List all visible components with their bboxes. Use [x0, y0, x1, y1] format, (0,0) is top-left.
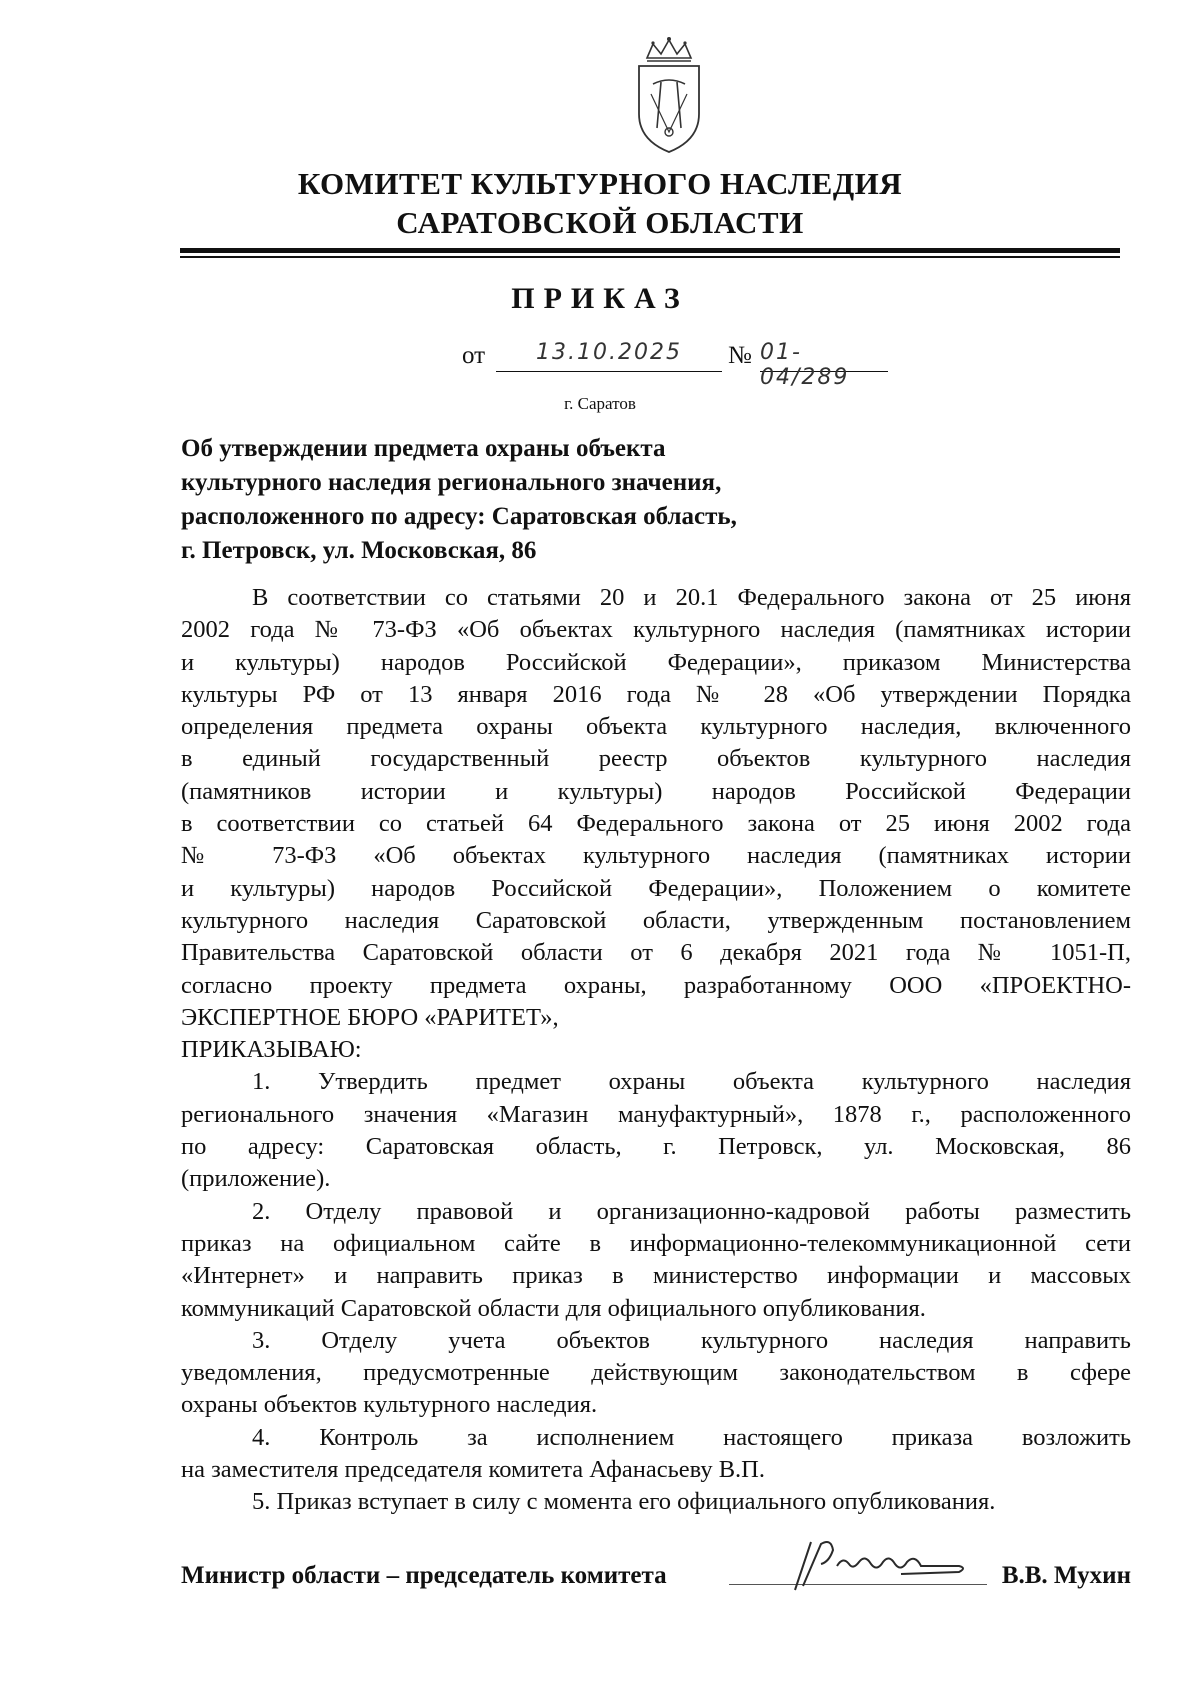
header-rule-thin [180, 256, 1120, 258]
subject-line: г. Петровск, ул. Московская, 86 [181, 537, 537, 564]
signatory-position: Министр области – председатель комитета [181, 1562, 667, 1589]
body-line: в единый государственный реестр объектов культурного наследия [181, 745, 1131, 773]
body-line: № 73-ФЗ «Об объектах культурного наследия (памятниках истории [181, 842, 1131, 870]
item-5-line: 5. Приказ вступает в силу с момента его официального опубликования. [252, 1488, 996, 1516]
number-value: 01-04/289 [760, 340, 888, 372]
saratov-coat-of-arms-icon [631, 36, 707, 156]
item-2-line: «Интернет» и направить приказ в министерство информации и массовых [181, 1262, 1131, 1290]
body-line: 2002 года № 73-ФЗ «Об объектах культурного наследия (памятниках истории [181, 616, 1131, 644]
body-line: культуры РФ от 13 января 2016 года № 28 «Об утверждении Порядка [181, 680, 1131, 708]
subject-line: Об утверждении предмета охраны объекта [181, 435, 666, 462]
subject-line: культурного наследия регионального значения, [181, 469, 722, 496]
body-line: Правительства Саратовской области от 6 декабря 2021 года № 1051-П, [181, 939, 1131, 967]
document-body [181, 582, 1131, 1519]
date-value: 13.10.2025 [496, 340, 722, 372]
org-name-line-1: КОМИТЕТ КУЛЬТУРНОГО НАСЛЕДИЯ [297, 166, 903, 201]
item-4-line: 4. Контроль за исполнением настоящего приказа возложить [252, 1423, 1131, 1451]
document-title: ПРИКАЗ [511, 282, 689, 315]
org-name-line-2: САРАТОВСКОЙ ОБЛАСТИ [396, 205, 804, 240]
item-4-line: на заместителя председателя комитета Афанасьеву В.П. [181, 1456, 766, 1484]
handwritten-signature [781, 1536, 971, 1592]
item-1-line: регионального значения «Магазин мануфактурный», 1878 г., расположенного [181, 1100, 1131, 1128]
item-1-line: 1. Утвердить предмет охраны объекта культурного наследия [252, 1068, 1131, 1096]
number-prefix: № [728, 342, 752, 369]
body-line: (памятников истории и культуры) народов Российской Федерации [181, 777, 1131, 805]
body-line: и культуры) народов Российской Федерации», Положением о комитете [181, 874, 1131, 902]
city: г. Саратов [564, 394, 636, 413]
body-line: культурного наследия Саратовской области, утвержденным постановлением [181, 906, 1131, 934]
header-rule-thick [180, 248, 1120, 253]
order-word: ПРИКАЗЫВАЮ: [181, 1036, 362, 1064]
body-line: В соответствии со статьями 20 и 20.1 Федерального закона от 25 июня [252, 584, 1131, 611]
item-2-line: приказ на официальном сайте в информационно-телекоммуникационной сети [181, 1229, 1131, 1257]
item-1-line: по адресу: Саратовская область, г. Петровск, ул. Московская, 86 [181, 1133, 1131, 1161]
item-2-line: коммуникаций Саратовской области для официального опубликования. [181, 1294, 926, 1322]
signatory-name: В.В. Мухин [1001, 1562, 1131, 1589]
document-subject [181, 432, 737, 568]
body-line: определения предмета охраны объекта культурного наследия, включенного [181, 713, 1131, 741]
item-3-line: 3. Отделу учета объектов культурного наследия направить [252, 1326, 1131, 1354]
date-prefix: от [462, 342, 486, 369]
body-line: в соответствии со статьей 64 Федерального закона от 25 июня 2002 года [181, 810, 1131, 838]
item-1-line: (приложение). [181, 1165, 331, 1193]
subject-line: расположенного по адресу: Саратовская область, [181, 503, 737, 530]
item-3-line: охраны объектов культурного наследия. [181, 1391, 598, 1419]
item-3-line: уведомления, предусмотренные действующим законодательством в сфере [181, 1359, 1131, 1387]
body-line: согласно проекту предмета охраны, разработанному ООО «ПРОЕКТНО- [181, 971, 1131, 999]
body-line: и культуры) народов Российской Федерации», приказом Министерства [181, 648, 1131, 676]
item-2-line: 2. Отделу правовой и организационно-кадровой работы разместить [252, 1197, 1131, 1225]
body-line: ЭКСПЕРТНОЕ БЮРО «РАРИТЕТ», [181, 1003, 559, 1031]
